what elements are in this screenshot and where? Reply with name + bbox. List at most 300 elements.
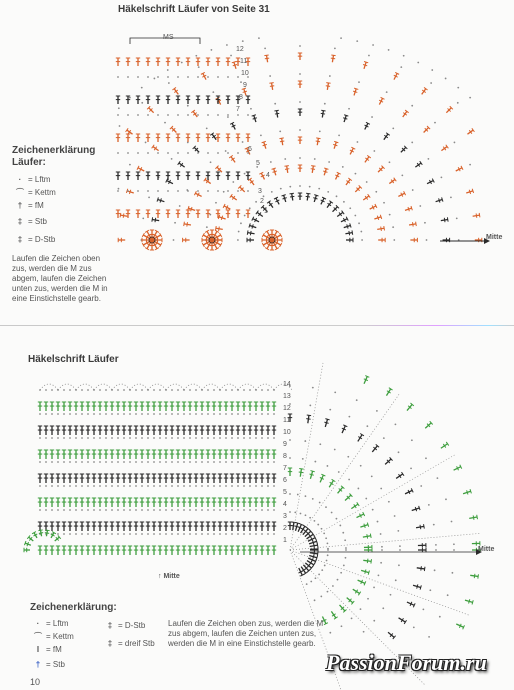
- chain-dot: [111, 461, 113, 463]
- stitch-bar: [309, 474, 313, 475]
- chain-dot: [177, 461, 179, 463]
- chain-dot: [135, 437, 137, 439]
- chain-dot: [111, 509, 113, 511]
- row-number: 6: [248, 146, 252, 153]
- chain-dot: [171, 533, 173, 535]
- chain-dot: [428, 504, 430, 506]
- chain-dot: [434, 569, 436, 571]
- chain-dot: [147, 413, 149, 415]
- chain-dot: [261, 413, 263, 415]
- chain-dot: [267, 389, 269, 391]
- chain-dot: [261, 389, 263, 391]
- chain-dot: [177, 413, 179, 415]
- row-number: 1: [283, 537, 287, 544]
- chain-dot: [123, 461, 125, 463]
- chain-dot: [348, 479, 350, 481]
- scallop: [148, 384, 166, 390]
- chain-dot: [360, 465, 362, 467]
- chain-dot: [99, 509, 101, 511]
- chain-dot: [45, 413, 47, 415]
- single-crochet-icon: †: [17, 201, 23, 210]
- chain-dot: [437, 477, 439, 479]
- stitch-bar: [415, 507, 416, 511]
- chain-dot: [433, 524, 435, 526]
- chain-dot: [51, 437, 53, 439]
- treble-crochet-icon: ‡: [107, 620, 113, 630]
- chain-dot: [147, 461, 149, 463]
- legend-d-stb-bottom: ‡ = D-Stb: [102, 617, 174, 633]
- chain-dot: [123, 437, 125, 439]
- chain-dot: [312, 498, 314, 500]
- chain-dot: [111, 413, 113, 415]
- chain-dot: [315, 577, 317, 579]
- chain-dot: [81, 485, 83, 487]
- chain-dot: [397, 530, 399, 532]
- chain-dot: [75, 533, 77, 535]
- stitch-bar: [27, 542, 29, 546]
- chain-dot: [159, 413, 161, 415]
- chain-dot: [195, 509, 197, 511]
- stitch-bar: [45, 533, 49, 534]
- top-mitte-label: Mitte: [486, 234, 503, 241]
- chain-dot: [237, 485, 239, 487]
- stitch-top: [424, 524, 425, 528]
- stitch-top: [316, 556, 317, 560]
- chain-dot: [207, 413, 209, 415]
- chain-dot: [367, 598, 369, 600]
- chain-dot: [87, 485, 89, 487]
- chain-dot: [105, 485, 107, 487]
- chain-dot: [135, 413, 137, 415]
- chain-dot: [129, 533, 131, 535]
- chain-dot: [413, 626, 415, 628]
- top-legend-title: Zeichenerklärung: [12, 145, 96, 156]
- stitch-top: [472, 600, 473, 604]
- chain-dot: [273, 437, 275, 439]
- chain-dot: [243, 533, 245, 535]
- row-number: 12: [236, 46, 244, 53]
- chain-dot: [327, 549, 329, 551]
- chain-dot: [273, 485, 275, 487]
- stitch-bar: [420, 525, 421, 529]
- chain-dot: [87, 389, 89, 391]
- chain-dot: [153, 437, 155, 439]
- chain-dot: [123, 533, 125, 535]
- chain-dot: [435, 544, 437, 546]
- chain-dot: [117, 437, 119, 439]
- chain-dot: [183, 437, 185, 439]
- stitch-bar: [365, 569, 366, 573]
- chain-dot: [117, 461, 119, 463]
- chain-dot: [153, 485, 155, 487]
- chain-dot: [435, 549, 437, 551]
- chain-dot: [63, 509, 65, 511]
- chain-dot: [177, 533, 179, 535]
- chain-dot: [207, 485, 209, 487]
- chain-dot: [183, 485, 185, 487]
- chain-dot: [123, 413, 125, 415]
- chain-dot: [314, 520, 316, 522]
- slip-stitch-icon: ⌒: [34, 632, 42, 641]
- chain-dot: [99, 437, 101, 439]
- chain-dot: [117, 389, 119, 391]
- chain-dot: [373, 587, 375, 589]
- chain-dot: [213, 509, 215, 511]
- row-number: 2: [260, 198, 264, 205]
- chain-dot: [237, 533, 239, 535]
- chain-dot: [365, 498, 367, 500]
- chain-dot: [45, 509, 47, 511]
- scallop: [202, 384, 220, 390]
- chain-dot: [75, 485, 77, 487]
- scallop: [220, 384, 238, 390]
- row-number: 6: [283, 477, 287, 484]
- stitch-bar: [306, 419, 310, 420]
- chain-dot: [345, 549, 347, 551]
- chain-dot: [195, 389, 197, 391]
- bottom-legend-title: Zeichenerklärung:: [30, 602, 117, 613]
- chain-dot: [39, 413, 41, 415]
- chain-dot: [165, 461, 167, 463]
- chain-dot: [69, 509, 71, 511]
- legend-kettm: ⌒ = Kettm: [12, 186, 124, 199]
- chain-dot: [237, 509, 239, 511]
- chain-dot: [105, 437, 107, 439]
- chain-dot: [249, 509, 251, 511]
- chain-dot: [452, 572, 454, 574]
- chain-dot: [177, 389, 179, 391]
- chain-dot: [395, 579, 397, 581]
- chain-dot: [177, 509, 179, 511]
- chain-dot: [201, 461, 203, 463]
- chain-dot: [329, 409, 331, 411]
- scallop: [184, 384, 202, 390]
- stitch-bar: [421, 566, 422, 570]
- top-legend-subtitle: Läufer:: [12, 157, 46, 168]
- chain-dot: [195, 437, 197, 439]
- chain-dot: [207, 389, 209, 391]
- chain-dot: [351, 617, 353, 619]
- chain-dot: [319, 443, 321, 445]
- chain-dot: [324, 565, 326, 567]
- top-chart-title: Häkelschrift Läufer von Seite 31: [118, 4, 270, 15]
- chain-dot: [111, 437, 113, 439]
- chain-dot: [429, 589, 431, 591]
- scallop: [112, 384, 130, 390]
- chain-dot: [267, 509, 269, 511]
- chain-dot: [347, 456, 349, 458]
- chain-dot: [87, 413, 89, 415]
- bottom-mitte-side-label: Mitte: [478, 546, 495, 553]
- chain-dot: [189, 509, 191, 511]
- chain-dot: [189, 461, 191, 463]
- chain-dot: [249, 461, 251, 463]
- legend-fm-bottom: I = fM: [30, 643, 102, 656]
- chain-dot: [306, 583, 308, 585]
- chain-dot: [231, 413, 233, 415]
- chain-dot: [398, 564, 400, 566]
- chain-dot: [261, 461, 263, 463]
- chain-dot: [117, 533, 119, 535]
- legend-lftm-bottom: · = Lftm: [30, 617, 102, 630]
- chain-dot: [135, 533, 137, 535]
- chain-dot: [340, 572, 342, 574]
- top-legend-note: Laufen die Zeichen oben zus, werden die M zus abgem, laufen die Zeichen unten zus, werden die M in eine Einstichstelle gearb.: [12, 254, 108, 303]
- stitch-top: [370, 534, 371, 538]
- chain-dot: [331, 512, 333, 514]
- chain-dot: [207, 509, 209, 511]
- chain-dot: [171, 413, 173, 415]
- row-number: 3: [258, 188, 262, 195]
- chain-dot: [231, 485, 233, 487]
- chain-dot: [99, 413, 101, 415]
- row-number: 11: [283, 417, 291, 424]
- chain-dot: [231, 533, 233, 535]
- chain-dot: [81, 413, 83, 415]
- chain-dot: [323, 532, 325, 534]
- chain-dot: [219, 485, 221, 487]
- chain-dot: [305, 514, 307, 516]
- stitch-top: [470, 489, 471, 493]
- chain-dot: [147, 485, 149, 487]
- chain-dot: [327, 591, 329, 593]
- chain-dot: [243, 437, 245, 439]
- chain-dot: [129, 485, 131, 487]
- chain-dot: [45, 461, 47, 463]
- chain-dot: [338, 471, 340, 473]
- stitch-top: [368, 570, 369, 574]
- chain-dot: [99, 389, 101, 391]
- stitch-bar: [417, 584, 418, 588]
- chain-dot: [321, 528, 323, 530]
- chain-dot: [237, 437, 239, 439]
- chain-dot: [207, 437, 209, 439]
- chain-dot: [261, 533, 263, 535]
- scallop: [76, 384, 94, 390]
- chain-dot: [87, 509, 89, 511]
- legend-dreif-stb-bottom: ‡ = dreif Stb: [102, 633, 174, 653]
- chain-dot: [153, 509, 155, 511]
- row-number: 1: [264, 208, 268, 215]
- chain-dot: [63, 413, 65, 415]
- chain-dot: [117, 485, 119, 487]
- chain-dot: [360, 608, 362, 610]
- chain-dot: [159, 461, 161, 463]
- chain-dot: [75, 509, 77, 511]
- chain-dot: [171, 461, 173, 463]
- chain-dot: [237, 461, 239, 463]
- chain-dot: [183, 461, 185, 463]
- chain-dot: [336, 518, 338, 520]
- chain-dot: [398, 451, 400, 453]
- chain-dot: [213, 461, 215, 463]
- row-number: 12: [283, 405, 291, 412]
- chain-dot: [123, 485, 125, 487]
- chain-dot: [141, 389, 143, 391]
- chain-dot: [63, 389, 65, 391]
- chain-dot: [153, 389, 155, 391]
- chain-dot: [183, 533, 185, 535]
- chain-dot: [249, 485, 251, 487]
- chain-dot: [63, 437, 65, 439]
- chain-dot: [273, 461, 275, 463]
- scallop: [130, 384, 148, 390]
- chain-dot: [81, 533, 83, 535]
- row-number: 4: [283, 501, 287, 508]
- stitch-top: [307, 415, 311, 416]
- scallop: [58, 384, 76, 390]
- chain-dot: [129, 509, 131, 511]
- chain-dot: [99, 461, 101, 463]
- chain-dot: [342, 532, 344, 534]
- chain-dot: [304, 440, 306, 442]
- chain-dot: [261, 485, 263, 487]
- chain-dot: [63, 461, 65, 463]
- chain-dot: [453, 549, 455, 551]
- chain-dot: [135, 509, 137, 511]
- chain-dot: [213, 389, 215, 391]
- chain-dot: [213, 485, 215, 487]
- chain-dot: [93, 509, 95, 511]
- chain-dot: [366, 425, 368, 427]
- row-number: 3: [283, 513, 287, 520]
- stitch-bar: [299, 472, 303, 473]
- chain-dot: [343, 565, 345, 567]
- bottom-chart-title: Häkelschrift Läufer: [28, 354, 119, 365]
- chain-dot: [69, 461, 71, 463]
- chain-dot: [294, 511, 296, 513]
- chain-dot: [302, 458, 304, 460]
- chain-dot: [171, 485, 173, 487]
- chain-dot: [289, 511, 291, 513]
- stitch-bar: [364, 524, 365, 528]
- chain-dot: [249, 437, 251, 439]
- chain-dot: [81, 437, 83, 439]
- chain-dot: [332, 585, 334, 587]
- chain-dot: [363, 631, 365, 633]
- chain-dot: [111, 533, 113, 535]
- chain-dot: [312, 387, 314, 389]
- stitch-top: [424, 567, 425, 571]
- legend-fm: † = fM: [12, 199, 124, 212]
- chain-dot: [380, 533, 382, 535]
- legend-stb-bottom: † = Stb: [30, 656, 102, 672]
- treble-crochet-icon: ‡: [17, 234, 23, 244]
- chain-dot: [141, 437, 143, 439]
- chain-dot: [183, 413, 185, 415]
- row-number: 8: [283, 453, 287, 460]
- chain-dot: [425, 457, 427, 459]
- chain-dot: [219, 509, 221, 511]
- row-number: 5: [256, 160, 260, 167]
- chain-dot: [395, 423, 397, 425]
- chain-dot: [117, 509, 119, 511]
- chain-dot: [289, 439, 291, 441]
- stitch-top: [420, 585, 421, 589]
- chain-dot: [93, 485, 95, 487]
- chain-dot: [141, 533, 143, 535]
- chain-dot: [123, 509, 125, 511]
- chain-dot: [105, 533, 107, 535]
- chain-dot: [159, 509, 161, 511]
- chain-dot: [171, 437, 173, 439]
- chain-dot: [376, 410, 378, 412]
- chain-dot: [337, 579, 339, 581]
- chain-dot: [213, 437, 215, 439]
- chain-dot: [57, 437, 59, 439]
- row-number: 11: [240, 58, 248, 65]
- row-number: 4: [266, 172, 270, 179]
- page-number: 10: [30, 677, 41, 687]
- row-number: 5: [283, 489, 287, 496]
- chain-dot: [165, 509, 167, 511]
- chain-dot: [171, 509, 173, 511]
- stitch-top: [299, 468, 303, 469]
- stitch-top: [24, 541, 26, 545]
- chain-dot: [310, 581, 312, 583]
- chain-dot: [348, 416, 350, 418]
- chain-dot: [189, 389, 191, 391]
- chain-dot: [300, 513, 302, 515]
- chain-dot: [177, 437, 179, 439]
- legend-lftm: · = Lftm: [12, 173, 124, 186]
- chain-dot: [45, 389, 47, 391]
- row-number: 9: [283, 441, 287, 448]
- chain-dot: [255, 437, 257, 439]
- fan-spoke: [290, 363, 323, 550]
- chain-dot: [249, 413, 251, 415]
- chain-dot: [305, 495, 307, 497]
- chain-dot: [63, 533, 65, 535]
- row-number: 13: [283, 393, 291, 400]
- chain-dot: [141, 413, 143, 415]
- chain-dot: [225, 509, 227, 511]
- chain-dot: [183, 509, 185, 511]
- chain-dot: [219, 437, 221, 439]
- chain-dot: [439, 616, 441, 618]
- chain-dot: [255, 533, 257, 535]
- chain-dot: [81, 389, 83, 391]
- row-number: 7: [283, 465, 287, 472]
- chain-dot: [39, 509, 41, 511]
- chain-dot: [225, 485, 227, 487]
- chain-dot: [297, 494, 299, 496]
- chain-dot: [344, 539, 346, 541]
- chain-dot: [171, 389, 173, 391]
- single-crochet-icon: I: [36, 645, 40, 654]
- chain-dot: [321, 569, 323, 571]
- stitch-bar: [324, 422, 328, 423]
- stitch-bar: [367, 534, 368, 538]
- chain-dot: [99, 533, 101, 535]
- triple-treble-icon: ‡: [107, 638, 113, 648]
- chain-dot: [314, 461, 316, 463]
- chain-dot: [129, 437, 131, 439]
- legend-stb: ‡ = Stb: [12, 212, 124, 230]
- chain-dot: [261, 509, 263, 511]
- scallop: [238, 384, 256, 390]
- chain-dot: [189, 533, 191, 535]
- stitch-bar: [367, 559, 368, 563]
- chain-dot: [69, 413, 71, 415]
- legend-kettm-bottom: ⌒ = Kettm: [30, 630, 102, 643]
- row-number: 7: [236, 106, 240, 113]
- chain-dot: [327, 543, 329, 545]
- chain-dot: [411, 439, 413, 441]
- chain-dot: [51, 413, 53, 415]
- chain-dot: [390, 594, 392, 596]
- chain-dot: [69, 485, 71, 487]
